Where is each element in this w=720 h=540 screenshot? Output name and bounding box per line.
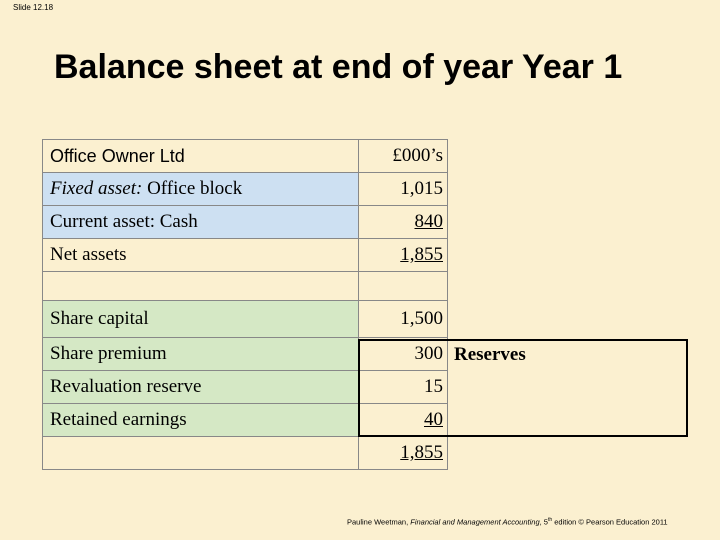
company-name-cell: Office Owner Ltd [43,140,359,173]
fixed-asset-value: 1,015 [359,173,448,206]
footer-book-title: Financial and Management Accounting [410,517,540,527]
share-premium-value: 300 [359,338,448,371]
retained-earnings-label: Retained earnings [43,404,359,437]
table-row-share-premium [43,338,448,371]
footer-credit [347,517,668,527]
footer-edition-post: edition © Pearson Education 2011 [552,517,668,527]
balance-sheet-table [42,139,448,470]
footer-edition-pre: , 5 [539,517,548,527]
table-row-net-assets [43,239,448,272]
unit-cell: £000’s [359,140,448,173]
table-row-spacer [43,272,448,301]
slide-number: Slide 12.18 [13,3,54,12]
table-row-share-capital [43,301,448,338]
share-premium-label: Share premium [43,338,359,371]
retained-earnings-value: 40 [359,404,448,437]
total-value: 1,855 [359,437,448,470]
table-row-total [43,437,448,470]
total-label [43,437,359,470]
share-capital-label: Share capital [43,301,359,338]
fixed-asset-label-cell [43,173,359,206]
fixed-asset-label: Office block [142,178,243,199]
table-row-fixed-asset [43,173,448,206]
current-asset-value: 840 [359,206,448,239]
revaluation-reserve-value: 15 [359,371,448,404]
net-assets-value: 1,855 [359,239,448,272]
current-asset-label: Current asset: Cash [43,206,359,239]
footer-edition-sup: th [547,517,553,523]
slide-title: Balance sheet at end of year Year 1 [54,48,623,86]
reserves-label: Reserves [454,344,526,365]
spacer-cell [359,272,448,301]
footer-author: Pauline Weetman, [347,517,411,527]
share-capital-value: 1,500 [359,301,448,338]
table-row-retained-earnings [43,404,448,437]
table-row-revaluation-reserve [43,371,448,404]
spacer-cell [43,272,359,301]
fixed-asset-prefix: Fixed asset: [50,178,143,199]
revaluation-reserve-label: Revaluation reserve [43,371,359,404]
table-row-header [43,140,448,173]
net-assets-label: Net assets [43,239,359,272]
table-row-current-asset [43,206,448,239]
